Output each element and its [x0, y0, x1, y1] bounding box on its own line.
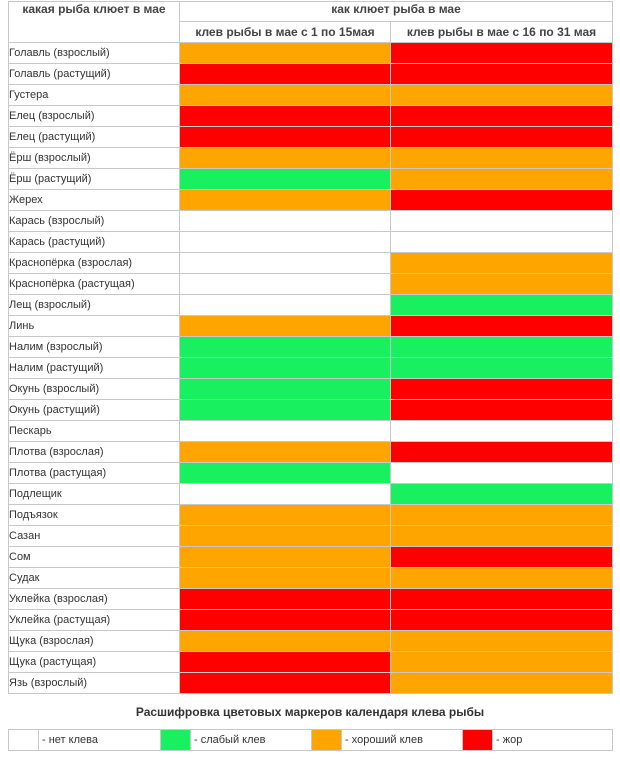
fish-name-cell: Елец (взрослый): [9, 106, 180, 127]
fish-name-cell: Пескарь: [9, 421, 180, 442]
period1-bite-cell: [180, 400, 391, 421]
period1-bite-cell: [180, 85, 391, 106]
table-row: [9, 673, 613, 694]
legend-label-none: - нет клева: [39, 730, 161, 751]
table-row: [9, 442, 613, 463]
fish-name-cell: Елец (растущий): [9, 127, 180, 148]
period2-bite-cell: [391, 85, 613, 106]
fish-name-cell: Лещ (взрослый): [9, 295, 180, 316]
legend-swatch-none: [9, 730, 39, 751]
period1-bite-cell: [180, 652, 391, 673]
period2-bite-cell: [391, 526, 613, 547]
period1-bite-cell: [180, 127, 391, 148]
period1-bite-cell: [180, 631, 391, 652]
period1-bite-cell: [180, 295, 391, 316]
table-row: [9, 253, 613, 274]
table-row: [9, 484, 613, 505]
table-row: [9, 358, 613, 379]
table-row: [9, 316, 613, 337]
period2-bite-cell: [391, 463, 613, 484]
fish-name-cell: Уклейка (растущая): [9, 610, 180, 631]
fish-name-cell: Густера: [9, 85, 180, 106]
period1-bite-cell: [180, 568, 391, 589]
calendar-body: [9, 43, 613, 694]
period1-bite-cell: [180, 610, 391, 631]
period1-header: клев рыбы в мае с 1 по 15мая: [180, 22, 391, 43]
bite-calendar-table: [8, 1, 613, 694]
fish-name-cell: Сом: [9, 547, 180, 568]
period2-bite-cell: [391, 190, 613, 211]
legend-swatch-weak: [161, 730, 191, 751]
table-row: [9, 211, 613, 232]
period2-bite-cell: [391, 253, 613, 274]
table-row: [9, 610, 613, 631]
period2-bite-cell: [391, 64, 613, 85]
table-row: [9, 463, 613, 484]
period2-bite-cell: [391, 610, 613, 631]
period2-bite-cell: [391, 211, 613, 232]
period2-bite-cell: [391, 316, 613, 337]
legend-label-weak: - слабый клев: [191, 730, 312, 751]
table-row: [9, 505, 613, 526]
fish-name-cell: Налим (растущий): [9, 358, 180, 379]
table-row: [9, 589, 613, 610]
period2-bite-cell: [391, 505, 613, 526]
period2-bite-cell: [391, 673, 613, 694]
period1-bite-cell: [180, 526, 391, 547]
table-row: [9, 148, 613, 169]
fish-name-cell: Окунь (растущий): [9, 400, 180, 421]
fish-name-cell: Жерех: [9, 190, 180, 211]
table-row: [9, 547, 613, 568]
period1-bite-cell: [180, 190, 391, 211]
table-row: [9, 631, 613, 652]
fish-name-cell: Карась (взрослый): [9, 211, 180, 232]
period2-bite-cell: [391, 484, 613, 505]
period2-bite-cell: [391, 337, 613, 358]
fish-name-cell: Ёрш (взрослый): [9, 148, 180, 169]
period1-bite-cell: [180, 169, 391, 190]
fish-name-cell: Уклейка (взрослая): [9, 589, 180, 610]
table-row: [9, 85, 613, 106]
fish-name-cell: Краснопёрка (растущая): [9, 274, 180, 295]
period1-bite-cell: [180, 442, 391, 463]
table-row: [9, 169, 613, 190]
table-row: [9, 190, 613, 211]
period2-bite-cell: [391, 379, 613, 400]
table-row: [9, 421, 613, 442]
period2-bite-cell: [391, 421, 613, 442]
period2-bite-cell: [391, 547, 613, 568]
legend-label-jor: - жор: [493, 730, 613, 751]
legend-swatch-good: [312, 730, 342, 751]
period2-bite-cell: [391, 232, 613, 253]
period1-bite-cell: [180, 673, 391, 694]
period1-bite-cell: [180, 547, 391, 568]
period2-bite-cell: [391, 148, 613, 169]
fish-name-cell: Щука (взрослая): [9, 631, 180, 652]
period1-bite-cell: [180, 463, 391, 484]
period1-bite-cell: [180, 316, 391, 337]
fish-name-cell: Голавль (взрослый): [9, 43, 180, 64]
table-row: [9, 568, 613, 589]
period2-bite-cell: [391, 169, 613, 190]
period2-bite-cell: [391, 43, 613, 64]
table-row: [9, 64, 613, 85]
period2-bite-cell: [391, 652, 613, 673]
fish-name-cell: Налим (взрослый): [9, 337, 180, 358]
period1-bite-cell: [180, 211, 391, 232]
period2-bite-cell: [391, 631, 613, 652]
period1-bite-cell: [180, 106, 391, 127]
fish-name-cell: Подлещик: [9, 484, 180, 505]
table-row: [9, 400, 613, 421]
table-row: [9, 337, 613, 358]
fish-name-cell: Подъязок: [9, 505, 180, 526]
fish-name-cell: Ёрш (растущий): [9, 169, 180, 190]
fish-name-cell: Плотва (растущая): [9, 463, 180, 484]
table-row: [9, 106, 613, 127]
table-row: [9, 379, 613, 400]
fish-name-cell: Щука (растущая): [9, 652, 180, 673]
period2-bite-cell: [391, 589, 613, 610]
period2-bite-cell: [391, 127, 613, 148]
period1-bite-cell: [180, 358, 391, 379]
legend-swatch-jor: [463, 730, 493, 751]
table-row: [9, 232, 613, 253]
bite-group-header: как клюет рыба в мае: [180, 2, 613, 22]
table-row: [9, 274, 613, 295]
fish-column-header: какая рыба клюет в мае: [9, 2, 180, 43]
fish-name-cell: Карась (растущий): [9, 232, 180, 253]
fish-name-cell: Краснопёрка (взрослая): [9, 253, 180, 274]
period1-bite-cell: [180, 379, 391, 400]
period2-bite-cell: [391, 274, 613, 295]
period1-bite-cell: [180, 484, 391, 505]
fish-name-cell: Сазан: [9, 526, 180, 547]
fish-name-cell: Окунь (взрослый): [9, 379, 180, 400]
period1-bite-cell: [180, 589, 391, 610]
period1-bite-cell: [180, 505, 391, 526]
table-row: [9, 43, 613, 64]
fish-name-cell: Линь: [9, 316, 180, 337]
period1-bite-cell: [180, 232, 391, 253]
period1-bite-cell: [180, 337, 391, 358]
legend-row: [9, 730, 613, 751]
period2-bite-cell: [391, 442, 613, 463]
legend-table: [8, 729, 613, 751]
table-row: [9, 295, 613, 316]
period1-bite-cell: [180, 64, 391, 85]
legend-label-good: - хороший клев: [342, 730, 463, 751]
period1-bite-cell: [180, 274, 391, 295]
period1-bite-cell: [180, 421, 391, 442]
table-row: [9, 652, 613, 673]
period1-bite-cell: [180, 148, 391, 169]
period2-bite-cell: [391, 106, 613, 127]
period2-bite-cell: [391, 400, 613, 421]
fish-name-cell: Плотва (взрослая): [9, 442, 180, 463]
period2-header: клев рыбы в мае с 16 по 31 мая: [391, 22, 613, 43]
fish-name-cell: Язь (взрослый): [9, 673, 180, 694]
period1-bite-cell: [180, 253, 391, 274]
fish-name-cell: Судак: [9, 568, 180, 589]
period2-bite-cell: [391, 295, 613, 316]
period2-bite-cell: [391, 358, 613, 379]
table-row: [9, 127, 613, 148]
table-row: [9, 526, 613, 547]
period1-bite-cell: [180, 43, 391, 64]
legend-title: Расшифровка цветовых маркеров календаря клева рыбы: [135, 705, 485, 719]
fish-name-cell: Голавль (растущий): [9, 64, 180, 85]
period2-bite-cell: [391, 568, 613, 589]
